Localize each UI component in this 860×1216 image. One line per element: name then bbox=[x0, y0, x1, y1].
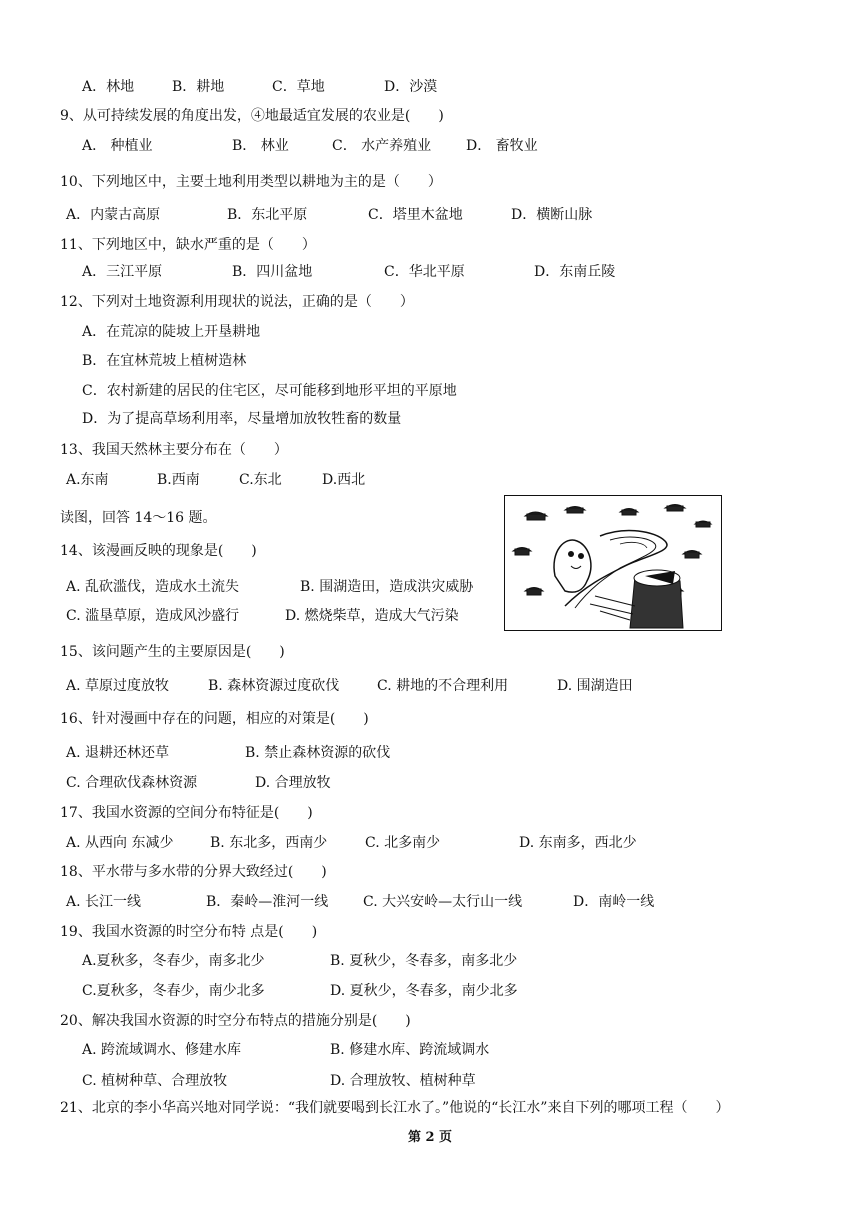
answer-option: A. 长江一线 bbox=[66, 894, 142, 910]
question-text: 13、我国天然林主要分布在（ ） bbox=[60, 442, 288, 458]
answer-option-line: C．农村新建的居民的住宅区，尽可能移到地形平坦的平原地 bbox=[82, 383, 457, 399]
answer-option: B. 禁止森林资源的砍伐 bbox=[245, 745, 391, 761]
answer-option: C.东北 bbox=[239, 472, 282, 488]
question-text: 20、解决我国水资源的时空分布特点的措施分别是( ) bbox=[60, 1013, 411, 1029]
answer-option: C. 合理砍伐森林资源 bbox=[66, 775, 198, 791]
answer-option: A．林地 bbox=[82, 79, 135, 95]
page-number: 第 2 页 bbox=[407, 1130, 453, 1145]
answer-option: D． 畜牧业 bbox=[466, 138, 538, 154]
answer-option: D. 夏秋少，冬春多，南少北多 bbox=[330, 983, 518, 999]
question-text: 18、平水带与多水带的分界大致经过( ) bbox=[60, 864, 327, 880]
question-text: 读图，回答 14～16 题。 bbox=[60, 510, 217, 526]
answer-option: D. 合理放牧、植树种草 bbox=[330, 1073, 476, 1089]
answer-option: B. 东北多，西南少 bbox=[210, 835, 328, 851]
question-text: 12、下列对土地资源利用现状的说法，正确的是（ ） bbox=[60, 294, 414, 310]
question-text: 10、下列地区中，主要土地利用类型以耕地为主的是（ ） bbox=[60, 174, 442, 190]
question-text: 19、我国水资源的时空分布特 点是( ) bbox=[60, 924, 318, 940]
deforestation-cartoon bbox=[504, 495, 722, 631]
answer-option: A. 退耕还林还草 bbox=[66, 745, 170, 761]
answer-option: C. 北多南少 bbox=[365, 835, 441, 851]
answer-option: A．内蒙古高原 bbox=[66, 207, 161, 223]
answer-option: B．耕地 bbox=[172, 79, 225, 95]
answer-option: C．华北平原 bbox=[384, 264, 465, 280]
answer-option: A. 乱砍滥伐，造成水土流失 bbox=[66, 579, 240, 595]
answer-option: D. 围湖造田 bbox=[557, 678, 633, 694]
question-text: 11、下列地区中，缺水严重的是（ ） bbox=[60, 237, 316, 253]
answer-option: D．东南丘陵 bbox=[534, 264, 616, 280]
answer-option: C. 滥垦草原，造成风沙盛行 bbox=[66, 608, 240, 624]
answer-option: D. 合理放牧 bbox=[255, 775, 331, 791]
answer-option: D. 燃烧柴草，造成大气污染 bbox=[285, 608, 459, 624]
question-text: 21、北京的李小华高兴地对同学说：“我们就要喝到长江水了。”他说的“长江水”来自下列的哪项工程（ ） bbox=[60, 1100, 730, 1116]
answer-option: A.东南 bbox=[66, 472, 109, 488]
answer-option: A. 从西向 东减少 bbox=[66, 835, 174, 851]
answer-option: B. 夏秋少，冬春多，南多北少 bbox=[330, 953, 518, 969]
cartoon-illustration bbox=[505, 496, 720, 629]
question-text: 16、针对漫画中存在的问题，相应的对策是( ) bbox=[60, 711, 369, 727]
question-text: 17、我国水资源的空间分布特征是( ) bbox=[60, 805, 313, 821]
question-text: 14、该漫画反映的现象是( ) bbox=[60, 543, 257, 559]
answer-option: B.西南 bbox=[157, 472, 200, 488]
answer-option: C.夏秋多，冬春少，南少北多 bbox=[82, 983, 265, 999]
question-text: 9、从可持续发展的角度出发，④地最适宜发展的农业是( ) bbox=[60, 108, 444, 124]
answer-option: C． 水产养殖业 bbox=[332, 138, 432, 154]
answer-option: B．秦岭—淮河一线 bbox=[206, 894, 329, 910]
answer-option: D．横断山脉 bbox=[511, 207, 593, 223]
answer-option-line: A．在荒凉的陡坡上开垦耕地 bbox=[82, 324, 261, 340]
answer-option: B．四川盆地 bbox=[232, 264, 313, 280]
answer-option: C. 植树种草、合理放牧 bbox=[82, 1073, 228, 1089]
answer-option: A.夏秋多，冬春少，南多北少 bbox=[82, 953, 265, 969]
answer-option: B. 森林资源过度砍伐 bbox=[208, 678, 340, 694]
answer-option: A． 种植业 bbox=[82, 138, 153, 154]
answer-option: D．南岭一线 bbox=[573, 894, 655, 910]
answer-option: C. 耕地的不合理利用 bbox=[377, 678, 509, 694]
answer-option: C．草地 bbox=[272, 79, 325, 95]
answer-option: A. 草原过度放牧 bbox=[66, 678, 170, 694]
answer-option: A．三江平原 bbox=[82, 264, 163, 280]
answer-option-line: D．为了提高草场利用率，尽量增加放牧牲畜的数量 bbox=[82, 411, 402, 427]
answer-option-line: B．在宜林荒坡上植树造林 bbox=[82, 353, 247, 369]
answer-option: B. 围湖造田，造成洪灾威胁 bbox=[300, 579, 474, 595]
answer-option: D. 东南多，西北少 bbox=[519, 835, 637, 851]
answer-option: C. 大兴安岭—太行山一线 bbox=[363, 894, 523, 910]
question-text: 15、该问题产生的主要原因是( ) bbox=[60, 644, 285, 660]
answer-option: B. 修建水库、跨流域调水 bbox=[330, 1042, 490, 1058]
answer-option: B． 林业 bbox=[232, 138, 289, 154]
answer-option: A. 跨流域调水、修建水库 bbox=[82, 1042, 242, 1058]
answer-option: D．沙漠 bbox=[384, 79, 438, 95]
answer-option: C．塔里木盆地 bbox=[368, 207, 463, 223]
answer-option: B．东北平原 bbox=[227, 207, 308, 223]
answer-option: D.西北 bbox=[322, 472, 366, 488]
